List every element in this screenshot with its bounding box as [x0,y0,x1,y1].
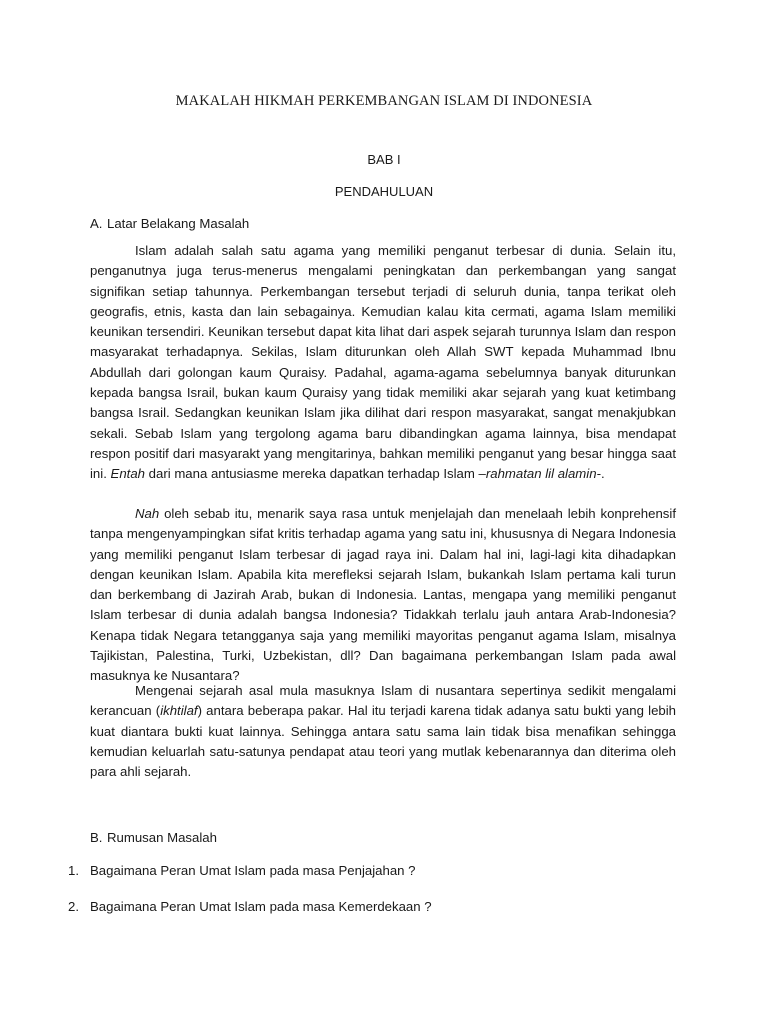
paragraph-3-text-start: Mengenai sejarah asal mula masuknya Islam di nusantara sepertinya sedikit mengalami kerancuan ( [90,683,676,719]
section-a-heading [90,216,249,231]
section-b-marker: B. [90,830,103,845]
paragraph-1-italic-rahmatan: rahmatan lil alamin- [485,466,601,482]
document-title: MAKALAH HIKMAH PERKEMBANGAN ISLAM DI INDONESIA [175,93,593,109]
list-item-number: 1. [68,863,79,878]
paragraph-2 [90,504,676,687]
list-item-text: Bagaimana Peran Umat Islam pada masa Penjajahan ? [90,863,416,878]
paragraph-1 [90,241,676,485]
paragraph-2-text: oleh sebab itu, menarik saya rasa untuk menjelajah dan menelaah lebih konprehensif tanpa mengenyampingkan sifat kritis terhadap agama yang satu ini, khususnya di Negara Indonesia yang memiliki penganut Islam terbesar di jagad raya ini. Dalam hal ini, lagi-lagi kita dihadapkan dengan keunikan Islam. Apabila kita merefleksi sejarah Islam, bukankah Islam pertama kali turun dan berkembang di Jazirah Arab, bukan di Indonesia. Lantas, mengapa yang memiliki penganut Islam terbesar di dunia adalah bangsa Indonesia? Tidakkah terlalu jauh antara Arab-Indonesia? Kenapa tidak Negara tetangganya saja yang memiliki mayoritas penganut agama Islam, misalnya Tajikistan, Palestina, Turki, Uzbekistan, dll? Dan bagaimana perkembangan Islam pada awal masuknya ke Nusantara? [90,506,676,684]
chapter-title: PENDAHULUAN [334,184,434,199]
paragraph-1-italic-entah: Entah [110,466,145,482]
paragraph-3 [90,681,676,782]
paragraph-1-text-end: . [600,466,605,482]
section-b-title: Rumusan Masalah [107,830,217,845]
paragraph-3-italic-ikhtilaf: ikhtilaf [160,703,198,719]
list-item [68,863,415,878]
chapter-label: BAB I [367,152,401,167]
section-a-marker: A. [90,216,103,231]
list-item [68,899,432,914]
list-item-number: 2. [68,899,79,914]
paragraph-1-text: Islam adalah salah satu agama yang memiliki penganut terbesar di dunia. Selain itu, penganutnya juga terus-menerus mengalami peningkatan dan perkembangan yang sangat signifikan setiap tahunnya. Perkembangan tersebut terjadi di seluruh dunia, tanpa terikat oleh geografis, etnis, kasta dan lain sebagainya. Kemudian kalau kita cermati, agama Islam memiliki keunikan tersendiri. Keunikan tersebut dapat kita lihat dari aspek sejarah turunnya Islam dan respon masyarakat terhadapnya. Sekilas, Islam diturunkan oleh Allah SWT kepada Muhammad Ibnu Abdullah dari golongan kaum Quraisy. Padahal, agama-agama sebelumnya banyak diturunkan kepada bangsa Israil, bukan kaum Quraisy yang tidak memiliki akar sejarah yang kuat ketimbang bangsa Israil. Sedangkan keunikan Islam jika dilihat dari respon masyarakat, sangat menakjubkan sekali. Sebab Islam yang tergolong agama baru dibandingkan agama lainnya, bisa mendapat respon positif dari masyarakt yang mengitarinya, bahkan memiliki penganut yang besar hingga saat ini. [90,243,676,482]
paragraph-2-italic-nah: Nah [135,506,160,521]
section-a-title: Latar Belakang Masalah [107,216,250,231]
paragraph-1-text-mid: dari mana antusiasme mereka dapatkan terhadap Islam – [145,466,486,482]
list-item-text: Bagaimana Peran Umat Islam pada masa Kemerdekaan ? [90,899,432,914]
paragraph-3-text-end: ) antara beberapa pakar. Hal itu terjadi karena tidak adanya satu bukti yang lebih kuat diantara bukti kuat lainnya. Sehingga antara satu sama lain tidak bisa menafikan sehingga kemudian keluarlah satu-satunya pendapat atau teori yang mutlak kebenarannya dan diterima oleh para ahli sejarah. [90,703,677,780]
section-b-heading [90,830,217,845]
